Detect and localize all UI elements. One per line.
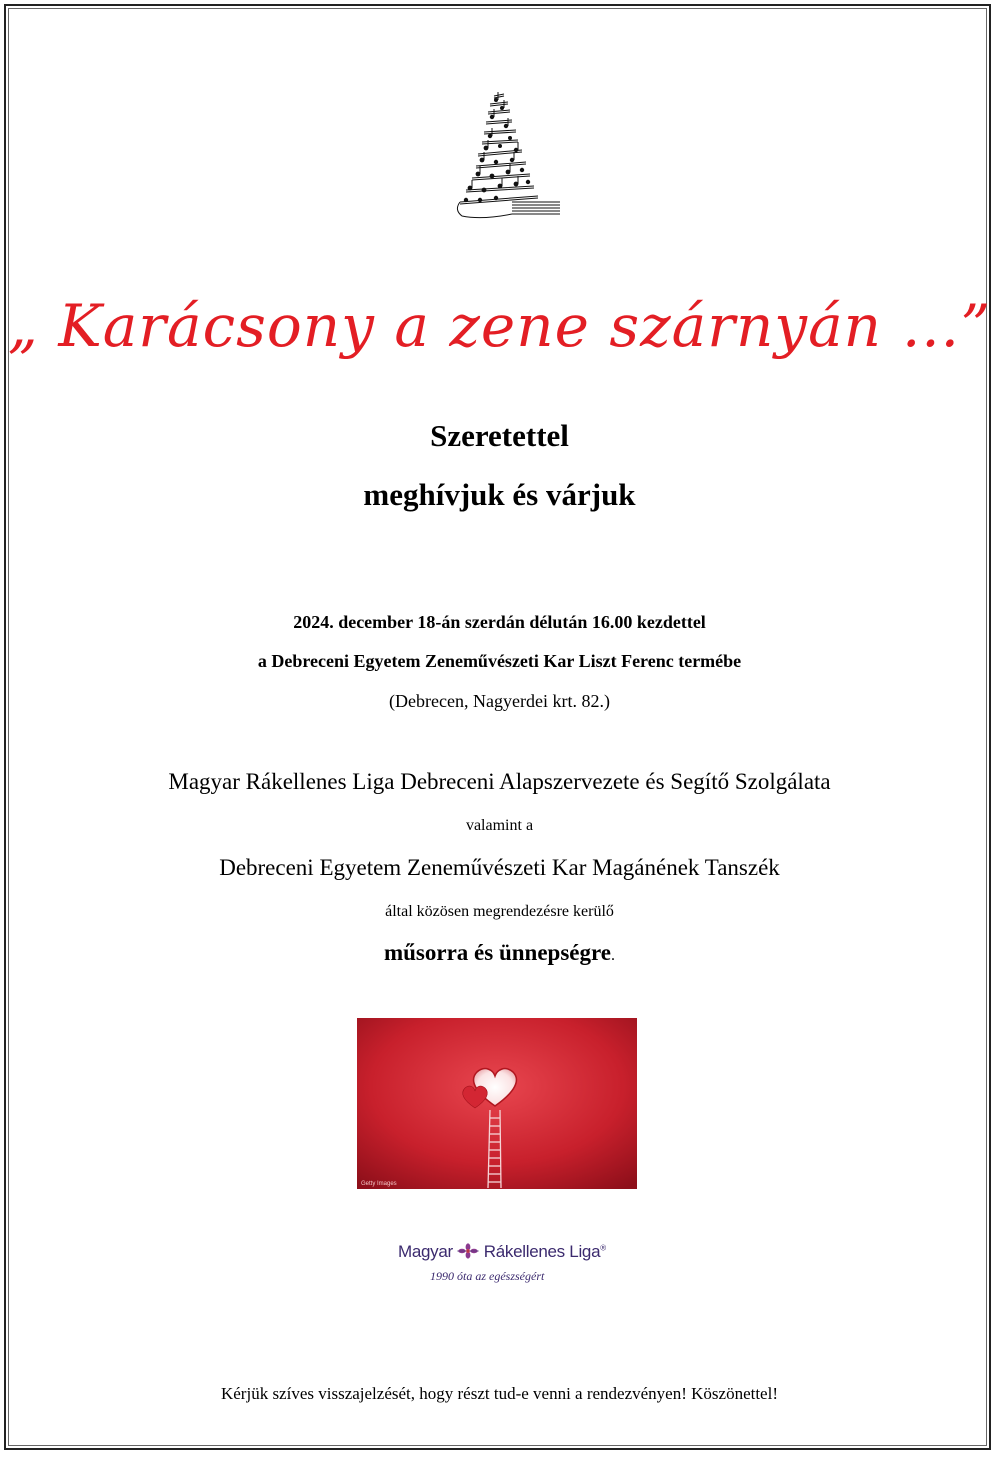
event-venue: a Debreceni Egyetem Zeneművészeti Kar Liszt Ferenc termébe	[257, 651, 742, 671]
registered-mark: ®	[600, 1243, 606, 1253]
event-type-period: .	[611, 947, 615, 964]
organizer-2: Debreceni Egyetem Zeneművészeti Kar Magánének Tanszék	[219, 855, 780, 880]
event-type-bold: műsorra és ünnepségre	[383, 940, 611, 965]
organized-by-text: által közösen megrendezésre kerülő	[385, 903, 614, 920]
inner-border	[8, 8, 987, 1446]
event-title: „ Karácsony a zene szárnyán …”	[7, 292, 992, 360]
greeting-line-2: meghívjuk és várjuk	[363, 477, 636, 512]
greeting-line-1: Szeretettel	[430, 418, 569, 453]
logo-name-left: Magyar	[398, 1242, 453, 1261]
music-tree-icon	[452, 90, 562, 222]
heart-ladder-illustration	[357, 1018, 637, 1189]
footer-note: Kérjük szíves visszajelzését, hogy részt tud-e venni a rendezvényen! Köszönettel!	[220, 1384, 778, 1403]
event-address: (Debrecen, Nagyerdei krt. 82.)	[389, 691, 610, 711]
logo-name-right: Rákellenes Liga	[483, 1242, 601, 1261]
connector-text: valamint a	[465, 817, 534, 834]
organizer-1: Magyar Rákellenes Liga Debreceni Alapszervezete és Segítő Szolgálata	[168, 769, 831, 794]
event-type	[0, 940, 999, 966]
event-date: 2024. december 18-án szerdán délután 16.00 kezdettel	[293, 612, 706, 632]
logo-name	[398, 1242, 606, 1262]
liga-logo	[394, 1240, 609, 1290]
heart-ladder-photo	[357, 1018, 637, 1189]
flower-emblem-icon	[457, 1243, 479, 1259]
photo-credit: Getty Images	[361, 1181, 397, 1187]
logo-tagline: 1990 óta az egészségért	[430, 1269, 545, 1283]
